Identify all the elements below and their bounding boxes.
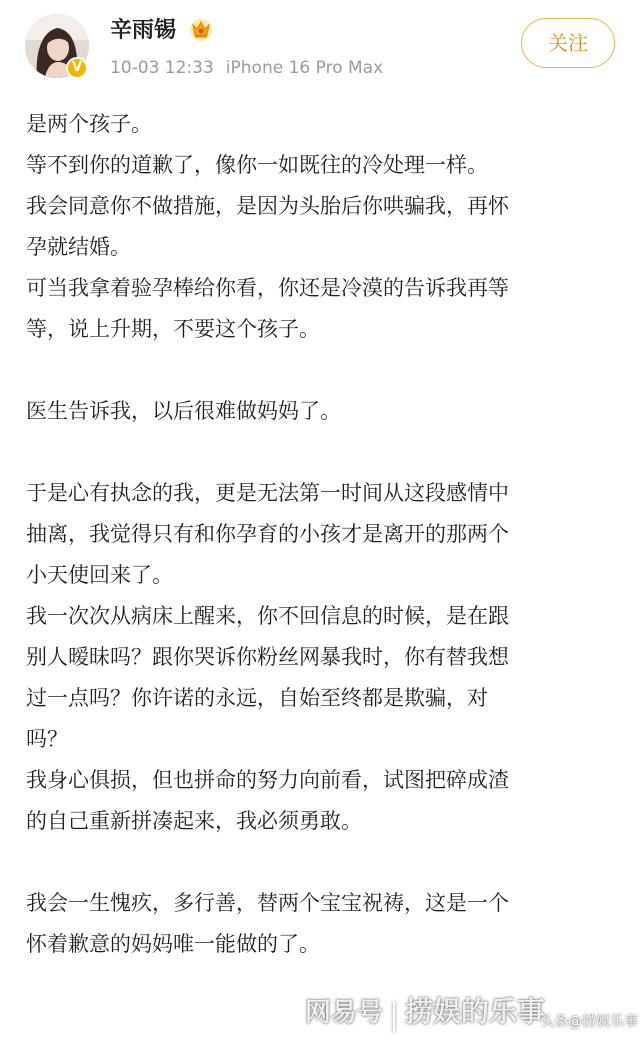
- post-line: 别人暧昧吗？跟你哭诉你粉丝网暴我时，你有替我想: [26, 645, 509, 669]
- post-line: 孕就结婚。: [26, 235, 131, 259]
- verified-badge-icon: V: [66, 57, 88, 79]
- post-line: 我身心俱损，但也拼命的努力向前看，试图把碎成渣: [26, 768, 509, 792]
- post-header: [0, 0, 640, 100]
- post-line: 于是心有执念的我，更是无法第一时间从这段感情中: [26, 481, 509, 505]
- watermark: [305, 990, 545, 1034]
- post-content: [26, 104, 616, 965]
- watermark-brand: 网易号: [305, 998, 384, 1028]
- post-line: 我一次次从病床上醒来，你不回信息的时候，是在跟: [26, 604, 509, 628]
- post-line-blank: [26, 350, 616, 391]
- post-device: iPhone 16 Pro Max: [225, 58, 384, 78]
- post-line: 抽离，我觉得只有和你孕育的小孩才是离开的那两个: [26, 522, 509, 546]
- post-line: 小天使回来了。: [26, 563, 173, 587]
- post-line: 我会一生愧疚，多行善，替两个宝宝祝祷，这是一个: [26, 891, 509, 915]
- post-line: 可当我拿着验孕棒给你看，你还是冷漠的告诉我再等: [26, 276, 509, 300]
- post-line-blank: [26, 842, 616, 883]
- post-line: 怀着歉意的妈妈唯一能做的了。: [26, 932, 320, 956]
- author-name[interactable]: 辛雨锡: [110, 18, 177, 43]
- watermark-divider: [393, 1002, 395, 1032]
- watermark-credit: 头条@捞娱乐事: [540, 1014, 638, 1030]
- post-meta: [110, 56, 383, 80]
- post-line: 等不到你的道歉了，像你一如既往的冷处理一样。: [26, 153, 488, 177]
- post-line-blank: [26, 432, 616, 473]
- post-line: 的自己重新拼凑起来，我必须勇敢。: [26, 809, 362, 833]
- post-line: 过一点吗？你许诺的永远，自始至终都是欺骗，对: [26, 686, 488, 710]
- post-line: 等，说上升期，不要这个孩子。: [26, 317, 320, 341]
- post-line: 我会同意你不做措施，是因为头胎后你哄骗我，再怀: [26, 194, 509, 218]
- post-timestamp: 10-03 12:33: [110, 58, 214, 78]
- crown-icon: [188, 16, 214, 42]
- post-line: 吗？: [26, 727, 68, 751]
- follow-button[interactable]: 关注: [521, 18, 615, 68]
- post-line: 是两个孩子。: [26, 112, 152, 136]
- post-line: 医生告诉我，以后很难做妈妈了。: [26, 399, 341, 423]
- watermark-name: 捞娱的乐事: [405, 995, 546, 1028]
